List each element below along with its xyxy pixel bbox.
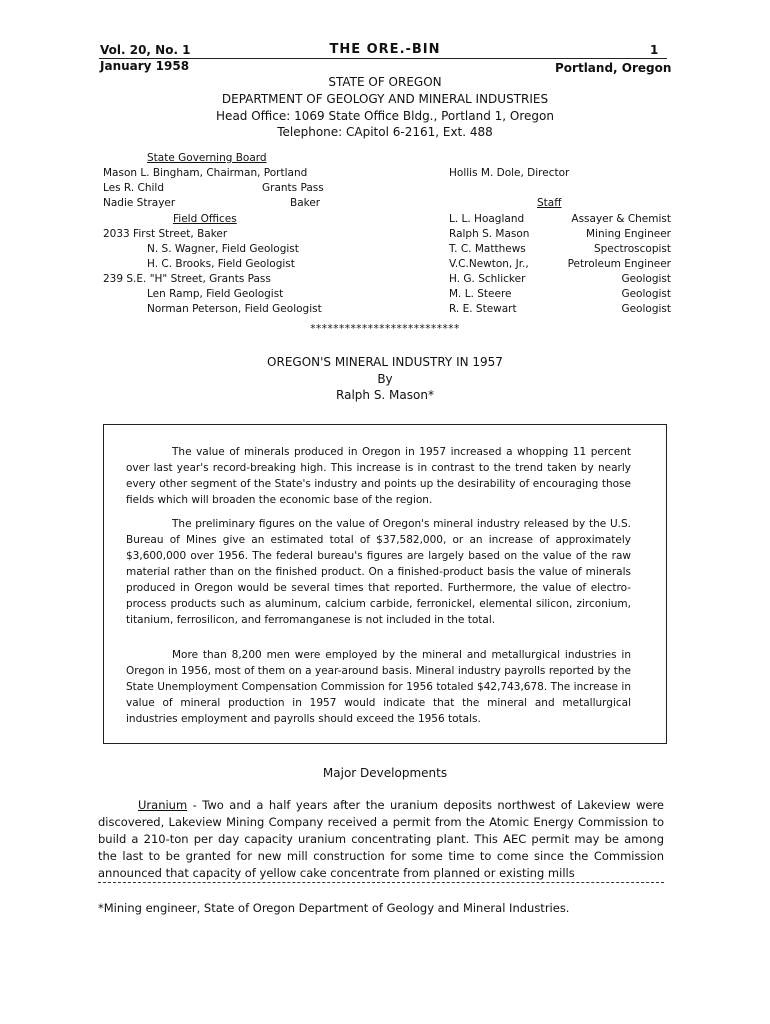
director: Hollis M. Dole, Director [449, 167, 570, 179]
staff-row [449, 303, 671, 315]
staff-name: L. L. Hoagland [449, 213, 525, 225]
article-author: Ralph S. Mason* [336, 388, 434, 402]
board-member: Mason L. Bingham, Chairman, Portland [103, 167, 308, 179]
staff-name: M. L. Steere [449, 288, 512, 300]
uranium-text: - Two and a half years after the uranium deposits northwest of Lakeview were discovered, Lakeview Mining Company received a permit from the Atomic Energy Commission to build a 210-ton per day capacity uranium concentrating plant. This AEC permit may be among the last to be granted for new mill construction for some time to come since the Commission announced that capacity of yellow cake concentrate from planned or existing mills [98, 798, 664, 880]
staff-heading: Staff [537, 197, 562, 209]
footnote: *Mining engineer, State of Oregon Department of Geology and Mineral Industries. [98, 901, 570, 915]
department-name: DEPARTMENT OF GEOLOGY AND MINERAL INDUSTRIES [221, 92, 549, 106]
abstract-paragraph: The preliminary figures on the value of Oregon's mineral industry released by the U.S. Bureau of Mines give an estimated total of $37,582,000, or an increase of approximately $3,600,000 over 1956. The federal bureau's figures are largely based on the value of the raw material rather than on the finished product. On a finished-product basis the value of minerals produced in Oregon would be several times that reported. Furthermore, the value of electro-process products such as aluminum, calcium carbide, ferronickel, elemental silicon, zirconium, titanium, ferrosilicon, and ferromanganese is not included in the total. [126, 518, 631, 626]
field-office-line: N. S. Wagner, Field Geologist [147, 243, 299, 255]
location: Portland, Oregon [555, 61, 672, 75]
staff-title: Spectroscopist [593, 243, 671, 255]
staff-row [449, 288, 671, 300]
field-offices-heading: Field Offices [173, 213, 237, 225]
staff-row [449, 258, 671, 270]
field-office-line: Norman Peterson, Field Geologist [147, 303, 322, 315]
asterisk-separator: ************************** [310, 323, 460, 335]
board-member: Nadie Strayer [103, 197, 176, 209]
staff-title: Petroleum Engineer [567, 258, 671, 270]
field-office-line: Len Ramp, Field Geologist [147, 288, 284, 300]
page-number: 1 [650, 43, 659, 57]
staff-name: V.C.Newton, Jr., [449, 258, 529, 270]
staff-name: R. E. Stewart [449, 303, 517, 315]
staff-title: Geologist [621, 288, 671, 300]
staff-title: Assayer & Chemist [571, 213, 671, 225]
staff-name: T. C. Matthews [449, 243, 526, 255]
abstract-paragraph: The value of minerals produced in Oregon in 1957 increased a whopping 11 percent over last year's record-breaking high. This increase is in contrast to the trend taken by nearly every other segment of the State's industry and points up the desirability of encouraging those fields which will broaden the economic base of the region. [126, 446, 631, 506]
field-office-line: H. C. Brooks, Field Geologist [147, 258, 295, 270]
staff-title: Geologist [621, 273, 671, 285]
staff-row [449, 273, 671, 285]
section-heading: Major Developments [322, 766, 448, 780]
abstract-paragraph: More than 8,200 men were employed by the mineral and metallurgical industries in Oregon in 1956, most of them on a year-around basis. Mineral industry payrolls reported by the State Unemployment Compensation Commission for 1956 totaled $42,743,678. The increase in value of mineral production in 1957 would indicate that the mineral and metallurgical industries employment and payrolls should exceed the 1956 totals. [126, 649, 631, 725]
staff-row [449, 228, 671, 240]
board-heading: State Governing Board [147, 152, 267, 164]
staff-title: Mining Engineer [586, 228, 671, 240]
staff-name: Ralph S. Mason [449, 228, 530, 240]
head-office: Head Office: 1069 State Office Bldg., Portland 1, Oregon [216, 109, 554, 123]
state-name: STATE OF OREGON [328, 75, 442, 89]
board-member-city: Grants Pass [262, 182, 324, 194]
field-office-line: 239 S.E. "H" Street, Grants Pass [103, 273, 271, 285]
board-member: Les R. Child [103, 182, 165, 194]
publication-title: THE ORE.-BIN [329, 42, 441, 57]
uranium-lead: Uranium [138, 798, 188, 812]
article-by: By [377, 372, 393, 386]
field-office-line: 2033 First Street, Baker [103, 228, 228, 240]
staff-row [449, 243, 671, 255]
article-title: OREGON'S MINERAL INDUSTRY IN 1957 [267, 355, 503, 369]
board-member-city: Baker [290, 197, 321, 209]
telephone: Telephone: CApitol 6-2161, Ext. 488 [277, 125, 493, 139]
body-paragraph [98, 797, 664, 882]
staff-name: H. G. Schlicker [449, 273, 526, 285]
footnote-separator [98, 882, 664, 885]
volume-number: Vol. 20, No. 1 [100, 43, 191, 57]
issue-date: January 1958 [100, 59, 190, 73]
staff-row [449, 213, 671, 225]
abstract-box [103, 424, 667, 744]
staff-title: Geologist [621, 303, 671, 315]
